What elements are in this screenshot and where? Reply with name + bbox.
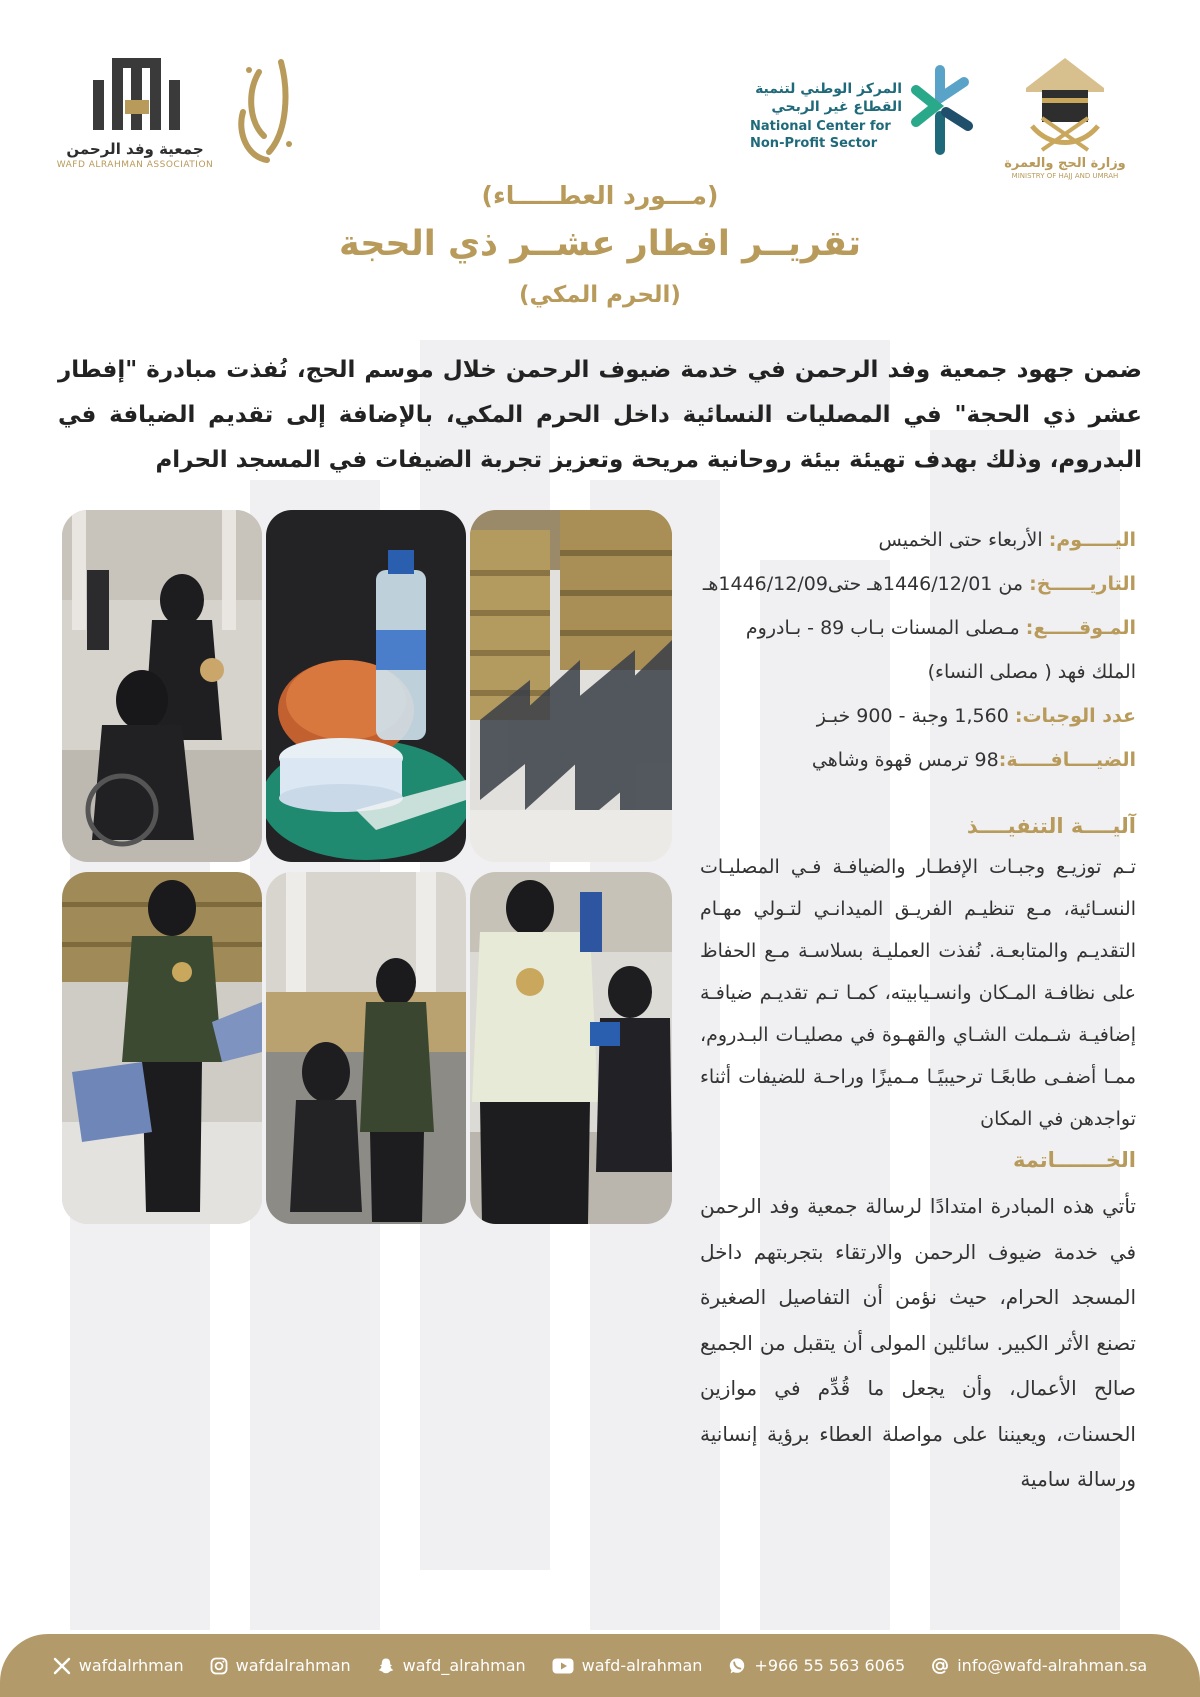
detail-location-label: المـوقـــــع: [1025, 617, 1136, 639]
detail-hospitality [700, 738, 1136, 782]
ministry-logo [995, 40, 1135, 180]
detail-location [700, 606, 1136, 650]
contact-email[interactable] [931, 1656, 1147, 1675]
photo-collage [62, 510, 672, 1225]
detail-date [700, 562, 1136, 606]
photo-volunteer-serving [62, 510, 262, 862]
kaaba-emblem-icon [1020, 54, 1110, 154]
conclusion-heading: الخـــــــاتمة [1012, 1148, 1136, 1172]
detail-meals-value: 1,560 وجبة - 900 خبـز [816, 705, 1015, 727]
x-icon [53, 1657, 71, 1675]
detail-day-label: اليـــــوم: [1048, 529, 1136, 551]
contact-x[interactable] [53, 1656, 184, 1675]
detail-meals [700, 694, 1136, 738]
ncnp-mark-icon [902, 60, 978, 160]
hajj-calligraphy-icon [229, 52, 299, 172]
detail-hospitality-value: 98 ترمس قهوة وشاهي [811, 749, 999, 771]
report-heading [0, 176, 1200, 316]
intro-paragraph: ضمن جهود جمعية وفد الرحمن في خدمة ضيوف الرحمن خلال موسم الحج، نُفذت مبادرة "إفطار عشر ذي الحجة" في المصليات النسائية داخل الحرم المكي، بالإضافة إلى تقديم الضيافة في البدروم، وذلك بهدف تهيئة بيئة روحانية مريحة وتعزيز تجربة الضيفات في المسجد الحرام [58, 357, 1142, 473]
contact-instagram-text: wafdalrahman [235, 1656, 351, 1675]
detail-date-value: من 1446/12/01هـ حتى1446/12/09هـ [702, 573, 1030, 595]
photo-bags-by-shelves [470, 510, 672, 862]
contact-snapchat-text: wafd_alrahman [402, 1656, 526, 1675]
detail-location-cont: الملك فهد ( مصلى النساء) [927, 661, 1136, 683]
wafd-emblem-icon [85, 50, 185, 136]
hajj-calligraphy-logo [228, 42, 300, 172]
wafd-logo-caption-ar: جمعية وفد الرحمن [66, 140, 204, 158]
youtube-icon [552, 1658, 574, 1674]
contact-instagram[interactable] [210, 1656, 351, 1675]
wafd-logo [50, 40, 220, 170]
wafd-logo-caption-en: WAFD ALRAHMAN ASSOCIATION [56, 160, 214, 170]
contact-youtube-text: wafd-alrahman [581, 1656, 703, 1675]
ncnp-line3-en: National Center for [750, 119, 891, 134]
ncnp-line1-ar: المركز الوطني لتنمية [755, 81, 902, 97]
contact-snapchat[interactable] [377, 1656, 526, 1675]
ministry-caption-ar: وزارة الحج والعمرة [1004, 156, 1126, 171]
contact-whatsapp-text: +966 55 563 6065 [754, 1656, 906, 1675]
conclusion-paragraph: تأتي هذه المبادرة امتدادًا لرسالة جمعية وفد الرحمن في خدمة ضيوف الرحمن والارتقاء بتجربتهم داخل المسجد الحرام، حيث نؤمن أن التفاصيل الصغيرة تصنع الأثر الكبير. سائلين المولى أن يتقبل من الجميع صالح الأعمال، وأن يجعل ما قُدِّم في موازين الحسنات، ويعيننا على مواصلة العطاء برؤية إنسانية ورسالة سامية [700, 1194, 1136, 1491]
detail-hospitality-label: الضيــــافـــــة: [998, 749, 1136, 771]
whatsapp-icon [728, 1657, 746, 1675]
contact-email-text: info@wafd-alrahman.sa [957, 1656, 1148, 1675]
snapchat-icon [377, 1657, 395, 1675]
execution-paragraph: تـم توزيـع وجبـات الإفطـار والضيافـة فـي المصليـات النسـائية، مـع تنظيـم الفريـق الميدانـي لتـولي مهـام التقديـم والمتابعـة. نُفذت العمليـة بسلاسـة مـع الحفاظ على نظافـة المـكان وانسـيابيته، كمـا تـم تقديـم ضيافـة إضافيـة شـملت الشـاي والقهـوة في مصليـات البـدروم، ممـا أضفـى طابعًـا ترحيبيًـا مـميزًا وراحـة للضيفات أثناء تواجدهن في المكان [700, 856, 1136, 1130]
detail-day [700, 518, 1136, 562]
contact-youtube[interactable] [552, 1656, 703, 1675]
details-panel [700, 518, 1136, 1503]
detail-meals-label: عدد الوجبات: [1014, 705, 1136, 727]
photo-volunteer-distributing [470, 872, 672, 1224]
ncnp-line4-en: Non-Profit Sector [750, 136, 878, 151]
contact-x-text: wafdalrhman [78, 1656, 184, 1675]
report-kicker: (مـــورد العطـــــاء) [481, 181, 719, 210]
instagram-icon [210, 1657, 228, 1675]
footer-contact-bar [0, 1634, 1200, 1697]
detail-date-label: التاريــــــخ: [1029, 573, 1136, 595]
photo-volunteer-with-bags [62, 872, 262, 1224]
detail-location-value: مـصلى المسنات بـاب 89 - بـادروم [745, 617, 1026, 639]
photo-meal-box [266, 510, 466, 862]
contact-whatsapp[interactable] [728, 1656, 905, 1675]
ncnp-logo [750, 52, 980, 162]
photo-volunteers-in-hall [266, 872, 466, 1224]
ncnp-line2-ar: القطاع غير الربحي [771, 99, 902, 115]
ministry-caption-en: MINISTRY OF HAJJ AND UMRAH [1011, 172, 1119, 180]
report-subtitle: (الحرم المكي) [519, 282, 681, 308]
email-icon [931, 1657, 949, 1675]
logos-header [0, 0, 1200, 180]
report-title: تقريــر افطار عشــر ذي الحجة [338, 224, 862, 264]
execution-heading: آليــــة التنفيــــذ [966, 814, 1136, 838]
detail-day-value: الأربعاء حتى الخميس [878, 529, 1049, 551]
